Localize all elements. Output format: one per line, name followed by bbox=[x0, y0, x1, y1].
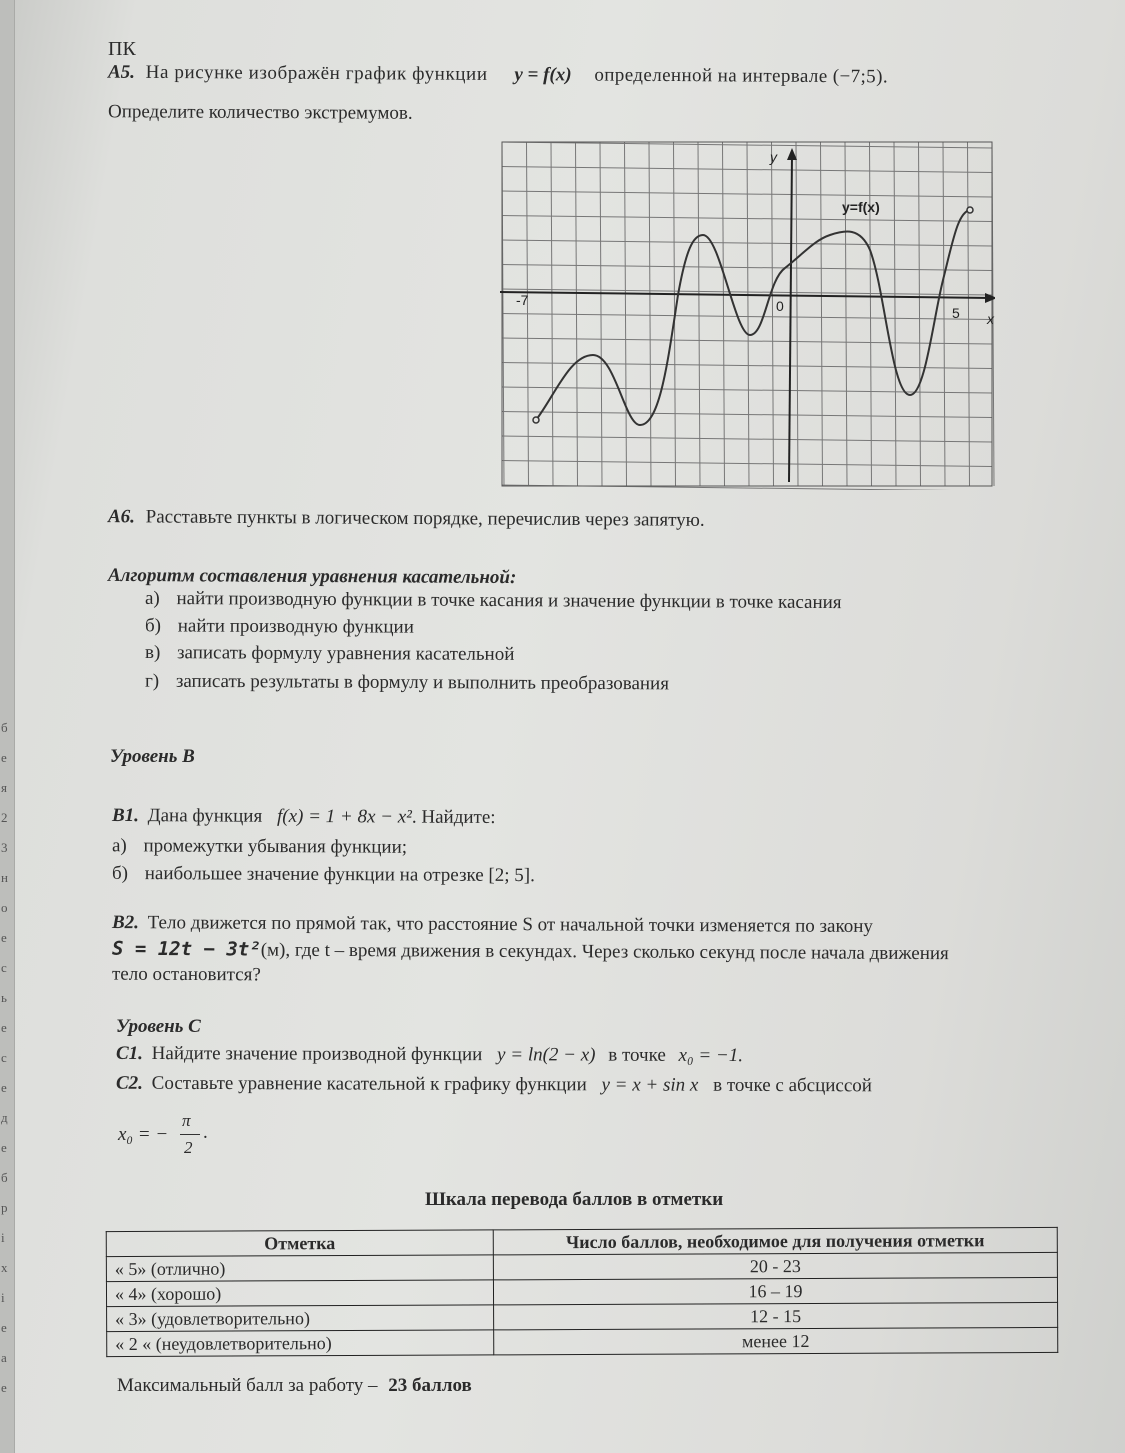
task-b1-item bbox=[112, 863, 535, 887]
margin-fragment: д bbox=[1, 1110, 8, 1125]
margin-fragment: р bbox=[1, 1200, 8, 1215]
x-axis bbox=[500, 292, 992, 298]
task-c1-text-mid: в точке bbox=[608, 1044, 666, 1066]
algorithm-item-letter: б) bbox=[144, 615, 162, 637]
grid-line-vertical bbox=[968, 142, 970, 486]
margin-fragment: б bbox=[1, 1170, 8, 1185]
level-c-title: Уровень С bbox=[116, 1016, 201, 1037]
margin-fragment: і bbox=[1, 1290, 5, 1305]
scale-title: Шкала перевода баллов в отметки bbox=[425, 1189, 724, 1210]
task-b1-item-text: промежутки убывания функции; bbox=[143, 835, 408, 858]
page-tag: ПК bbox=[108, 38, 136, 60]
task-b1-text: Дана функция bbox=[147, 805, 263, 827]
margin-fragment: е bbox=[1, 1380, 7, 1395]
graph-svg bbox=[500, 140, 995, 490]
table-cell-grade: « 2 « (неудовлетворительно) bbox=[107, 1330, 494, 1357]
task-b1 bbox=[112, 805, 496, 829]
task-a5-interval: определенной на интервале (−7;5). bbox=[594, 64, 889, 88]
table-cell-score: менее 12 bbox=[494, 1327, 1058, 1354]
task-b1-item-letter: б) bbox=[111, 862, 129, 884]
algorithm-item bbox=[145, 642, 515, 666]
task-b2-text2: (м), где t – время движения в секундах. Через сколько секунд после начала движения bbox=[260, 939, 949, 965]
table-cell-grade: « 5» (отлично) bbox=[106, 1255, 493, 1282]
task-b2-text: Тело движется по прямой так, что расстояние S от начальной точки изменяется по закону bbox=[147, 912, 874, 937]
grid-line-horizontal bbox=[502, 240, 992, 246]
grid-line-vertical bbox=[894, 142, 896, 486]
grid-line-horizontal bbox=[502, 314, 992, 320]
table-cell-grade: « 3» (удовлетворительно) bbox=[107, 1305, 494, 1332]
task-b2-formula: S = 12t − 3t² bbox=[111, 937, 261, 961]
table-cell-score: 16 – 19 bbox=[493, 1277, 1057, 1304]
grid-line-horizontal bbox=[502, 461, 992, 467]
algorithm-item bbox=[145, 615, 414, 638]
fraction-bar bbox=[180, 1134, 200, 1135]
grid-line-vertical bbox=[821, 142, 823, 486]
graph-grid bbox=[502, 142, 994, 490]
grid-line-horizontal bbox=[502, 412, 992, 418]
margin-fragment: е bbox=[1, 1140, 7, 1155]
margin-fragment: я bbox=[1, 780, 7, 795]
curve-label: y=f(x) bbox=[842, 199, 880, 215]
margin-fragment: е bbox=[1, 1020, 7, 1035]
curve-start-open-point bbox=[533, 417, 539, 423]
task-c2-x0: x₀ = − bbox=[118, 1124, 169, 1145]
table-cell-score: 20 - 23 bbox=[493, 1252, 1057, 1279]
task-c1-text: Найдите значение производной функции bbox=[151, 1043, 483, 1066]
margin-fragment: е bbox=[1, 1320, 7, 1335]
grid-line-vertical bbox=[625, 142, 627, 486]
task-a5-text: На рисунке изображён график функции bbox=[145, 61, 488, 85]
grid-line-vertical bbox=[845, 142, 847, 486]
level-b-title: Уровень В bbox=[110, 746, 195, 767]
grid-line-vertical bbox=[600, 142, 602, 486]
margin-fragment: х bbox=[1, 1260, 8, 1275]
grid-line-vertical bbox=[796, 142, 798, 486]
task-b1-text-end: . Найдите: bbox=[411, 806, 496, 829]
tick-label-minus7: -7 bbox=[516, 292, 529, 308]
grid-line-vertical bbox=[649, 142, 651, 486]
table-cell-score: 12 - 15 bbox=[494, 1302, 1058, 1329]
margin-fragment: н bbox=[1, 870, 8, 885]
table-row bbox=[107, 1327, 1058, 1356]
margin-fragment: а bbox=[1, 1350, 7, 1365]
margin-fragment: і bbox=[1, 1230, 5, 1245]
grid-line-horizontal bbox=[502, 436, 992, 442]
task-c2-two: 2 bbox=[184, 1138, 193, 1157]
adjacent-page-edge bbox=[0, 0, 15, 1453]
tick-label-5: 5 bbox=[952, 305, 960, 321]
margin-fragment: с bbox=[1, 960, 7, 975]
task-c2-text: Составьте уравнение касательной к графику функции bbox=[151, 1072, 587, 1096]
task-c2 bbox=[116, 1073, 872, 1098]
algorithm-title: Алгоритм составления уравнения касательной: bbox=[107, 564, 517, 589]
task-c1-formula: y = ln(2 − x) bbox=[497, 1044, 596, 1066]
y-axis-arrow-icon bbox=[787, 148, 797, 160]
y-axis-label: y bbox=[770, 149, 777, 165]
algorithm-item-text: записать результаты в формулу и выполнить преобразования bbox=[175, 670, 670, 695]
task-b1-number: В1. bbox=[111, 804, 139, 827]
max-score-value: 23 баллов bbox=[388, 1375, 472, 1396]
table-header-score: Число баллов, необходимое для получения отметки bbox=[493, 1227, 1057, 1254]
algorithm-item-text: найти производную функции в точке касания и значение функции в точке касания bbox=[176, 588, 842, 614]
task-c2-dot: . bbox=[203, 1122, 208, 1143]
task-c1-point: x₀ = −1. bbox=[678, 1044, 744, 1067]
margin-fragment: б bbox=[1, 720, 8, 735]
task-a5 bbox=[108, 62, 888, 89]
task-a5-question: Определите количество экстремумов. bbox=[107, 101, 413, 124]
task-a5-number: А5. bbox=[107, 61, 136, 83]
function-graph bbox=[500, 140, 995, 490]
margin-fragment: о bbox=[1, 900, 8, 915]
task-b1-item bbox=[112, 835, 407, 859]
task-b1-item-letter: а) bbox=[111, 835, 127, 857]
margin-fragment: е bbox=[1, 930, 7, 945]
task-c1-number: С1. bbox=[115, 1042, 143, 1064]
task-c2-number: С2. bbox=[115, 1072, 143, 1094]
task-b2 bbox=[112, 912, 873, 938]
grade-scale-table bbox=[106, 1227, 1059, 1357]
grid-line-vertical bbox=[943, 142, 945, 486]
table-cell-grade: « 4» (хорошо) bbox=[106, 1280, 493, 1307]
max-score-text: Максимальный балл за работу – bbox=[117, 1375, 378, 1396]
task-c2-pi: π bbox=[182, 1111, 191, 1130]
algorithm-item-letter: в) bbox=[144, 642, 161, 664]
max-score bbox=[117, 1375, 472, 1397]
task-c1 bbox=[116, 1043, 743, 1067]
grid-line-vertical bbox=[772, 142, 774, 486]
margin-fragment: 2 bbox=[1, 810, 8, 825]
task-c2-formula: y = x + sin x bbox=[601, 1074, 699, 1096]
algorithm-item bbox=[145, 588, 842, 614]
table-header-grade: Отметка bbox=[106, 1230, 493, 1257]
curve-end-open-point bbox=[967, 207, 973, 213]
task-a6-number: А6. bbox=[107, 506, 136, 528]
grid-line-vertical bbox=[870, 142, 872, 486]
grid-line-horizontal bbox=[502, 265, 992, 271]
task-c2-text-end: в точке с абсциссой bbox=[713, 1074, 873, 1097]
margin-fragment: ь bbox=[1, 990, 7, 1005]
task-b1-formula: f(x) = 1 + 8x − x² bbox=[276, 805, 412, 828]
tick-label-zero: 0 bbox=[776, 298, 784, 314]
margin-fragment: е bbox=[1, 1080, 7, 1095]
margin-fragment: 3 bbox=[1, 840, 8, 855]
task-a5-function: y = f(x) bbox=[514, 64, 572, 86]
x-axis-label: x bbox=[987, 311, 994, 327]
task-b2-number: В2. bbox=[111, 912, 139, 934]
y-axis bbox=[789, 154, 792, 482]
algorithm-item-letter: а) bbox=[144, 587, 160, 609]
margin-fragment: е bbox=[1, 750, 7, 765]
grid-line-vertical bbox=[919, 142, 921, 486]
algorithm-item-text: найти производную функции bbox=[177, 615, 414, 638]
task-b2-line2 bbox=[112, 938, 949, 965]
algorithm-item bbox=[145, 671, 669, 696]
task-a6 bbox=[108, 506, 705, 532]
grid-line-horizontal bbox=[502, 338, 992, 344]
algorithm-item-letter: г) bbox=[144, 670, 160, 692]
algorithm-item-text: записать формулу уравнения касательной bbox=[177, 642, 515, 665]
task-b2-line3: тело остановится? bbox=[111, 963, 261, 986]
task-b1-item-text: наибольшее значение функции на отрезке [2; 5]. bbox=[144, 863, 535, 887]
margin-fragment: с bbox=[1, 1050, 7, 1065]
task-a6-text: Расставьте пункты в логическом порядке, перечислив через запятую. bbox=[145, 506, 705, 531]
